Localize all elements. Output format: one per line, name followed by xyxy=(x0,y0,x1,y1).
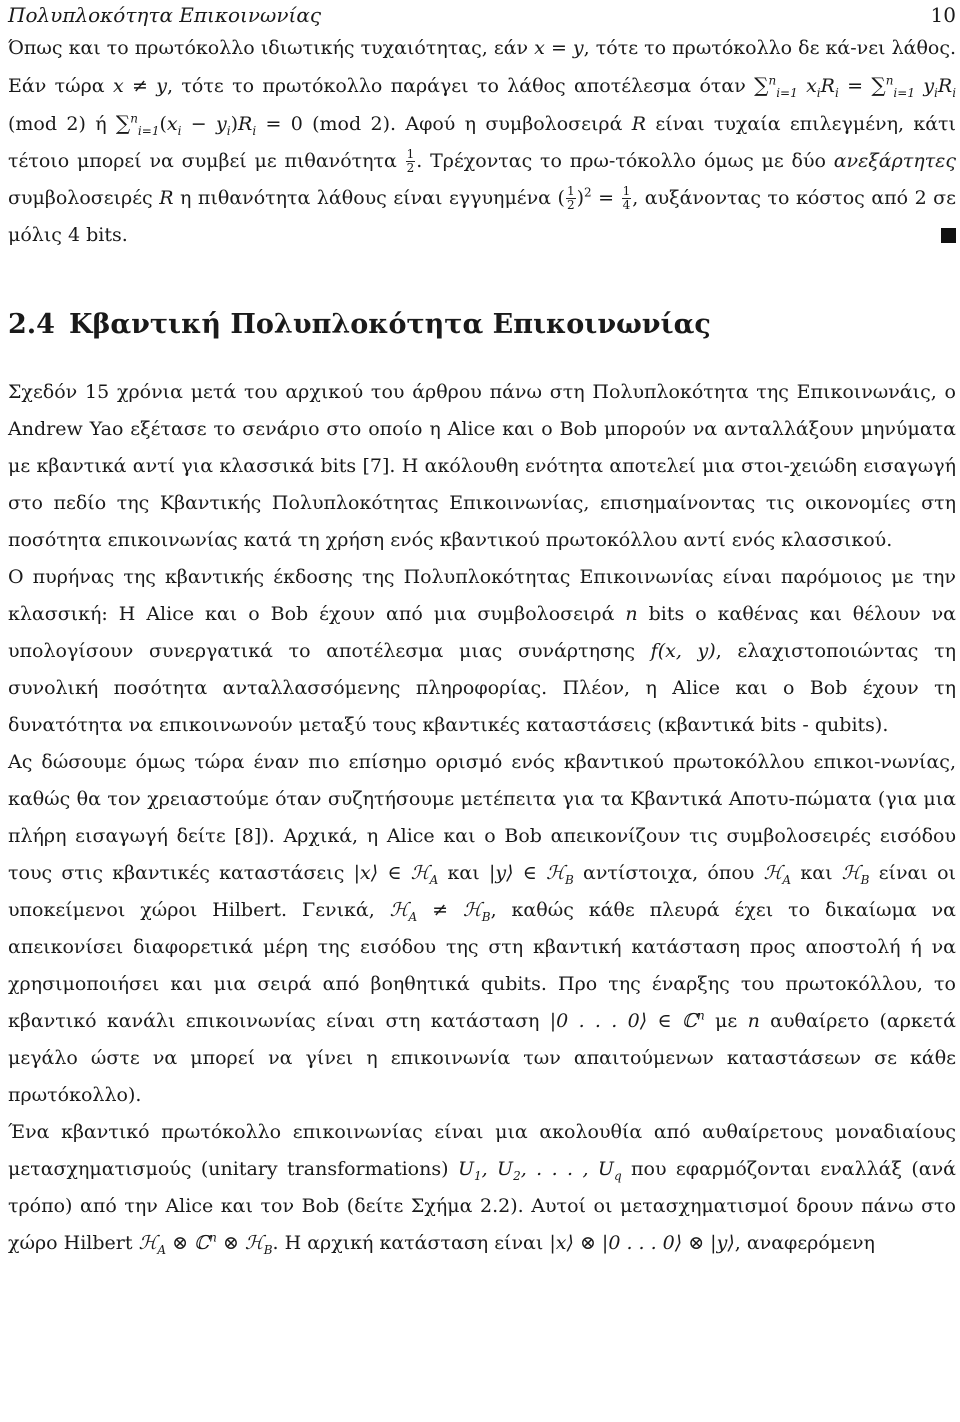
fraction-one-half: $\frac{1}{2}$ xyxy=(406,147,415,176)
math-unitaries: $U_1$, $U_2$, . . . , $U_q$ xyxy=(457,1158,622,1183)
figure-ref-link[interactable]: 2.2 xyxy=(480,1195,511,1217)
math-ket-x: |x⟩ ∈ ℋ xyxy=(353,862,430,884)
paragraph-4: Ας δώσουμε όμως τώρα έναν πιο επίσημο ορισμό ενός κβαντικού πρωτοκόλλου επικοι-νωνίας, καθώς θα τον χρειαστούμε όταν συζητήσουμε μετέπειτα για τα Κβαντικά Αποτυ-πώματα (για μια πλήρη εισαγωγή δείτε [8]). Αρχικά, η Alice και ο Bob απεικονίζουν τις συμβολοσειρές εισόδου τους στις κβαντικές καταστάσεις |x⟩ ∈ ℋ$_A$ και |y⟩ ∈ ℋ$_B$ αντίστοιχα, όπου ℋ$_A$ και ℋ$_B$ είναι οι υποκείμενοι χώροι Hilbert. Γενικά, ℋ$_A$ ≠ ℋ$_B$, καθώς κάθε πλευρά έχει το δικαίωμα να απεικονίσει διαφορετικά μέρη της εισόδου της στη κβαντική κατάσταση προς αποστολή ή να χρησιμοποιήσει και μια σειρά από βοηθητικά qubits. Προ της έναρξης του πρωτοκόλλου, το κβαντικό κανάλι επικοινωνίας είναι στη κατάσταση |0 . . . 0⟩ ∈ ℂ$^n$ με n αυθαίρετο (αρκετά μεγάλο ώστε να μπορεί να γίνει η επικοινωνία των απαιτούμενων καταστάσεων σε κάθε πρωτόκολλο). xyxy=(8,751,957,1106)
math-x-neq-y: x ≠ y xyxy=(112,75,168,97)
running-header xyxy=(8,2,956,30)
document-page xyxy=(8,0,956,1262)
math-hilbert-space: ℋ$_A$ ⊗ ℂ$^n$ ⊗ ℋ$_B$ xyxy=(138,1230,273,1257)
page-number: 10 xyxy=(930,3,956,27)
header-title: Πολυπλοκότητα Επικοινωνίας xyxy=(8,3,322,27)
section-heading xyxy=(8,308,956,342)
paragraph-3: Ο πυρήνας της κβαντικής έκδοσης της Πολυπλοκότητας Επικοινωνίας είναι παρόμοιος με την κλασσική: Η Alice και ο Bob έχουν από μια συμβολοσειρά n bits ο καθένας και θέλουν να υπολογίσουν συνεργατικά το αποτέλεσμα μιας συνάρτησης f(x, y), ελαχιστοποιώντας τη συνολική ποσότητα ανταλλασσόμενης πληροφορίας. Πλέον, η Alice και ο Bob έχουν τη δυνατότητα να επικοινωνούν μεταξύ τους κβαντικές καταστάσεις (κβαντικά bits - qubits). xyxy=(8,566,957,736)
math-sum-equation: ∑$^n_{i=1}$ $x_iR_i = \sum^n_{i=1}$ $y_iR_i$ (mod 2) xyxy=(8,73,957,135)
paragraph-5: Ένα κβαντικό πρωτόκολλο επικοινωνίας είναι μια ακολουθία από αυθαίρετους μοναδιαίους μετασχηματισμούς (unitary transformations) $U_1$, $U_2$, . . . , $U_q$ που εφαρμόζονται εναλλάξ (ανά τρόπο) από την Alice και τον Bob (δείτε Σχήμα 2.2). Αυτοί οι μετασχηματισμοί δρουν πάνω στο χώρο Hilbert ℋ$_A$ ⊗ ℂ$^n$ ⊗ ℋ$_B$. Η αρχική κατάσταση είναι |x⟩ ⊗ |0 . . . 0⟩ ⊗ |y⟩, αναφερόμενη xyxy=(8,1121,956,1257)
math-function-f: f(x, y) xyxy=(650,640,716,662)
qed-square-icon xyxy=(941,228,956,243)
math-x-eq-y: x = y xyxy=(534,37,584,59)
citation-link-7[interactable]: [7] xyxy=(362,455,390,477)
math-zero-state: |0 . . . 0⟩ ∈ ℂ xyxy=(549,1010,697,1032)
paragraph-1: Όπως και το πρωτόκολλο ιδιωτικής τυχαιότητας, εάν x = y, τότε το πρωτόκολλο δε κά-νει λάθος. Εάν τώρα x ≠ y, τότε το πρωτόκολλο παράγει το λάθος αποτέλεσμα όταν ∑$^n_{i=1}$ $x_iR_i = \sum^n_{i=1}$ $y_iR_i$ (mod 2) ή $\sum^n_{i=1}(x_i - y_i)R_i = 0$ (mod 2). Αφού η συμβολοσειρά R είναι τυχαία επιλεγμένη, κάτι τέτοιο μπορεί να συμβεί με πιθανότητα $\frac{1}{2}$ . Τρέχοντας το πρω-τόκολλο όμως με δύο ανεξάρτητες συμβολοσειρές R η πιθανότητα λάθους είναι εγγυημένα ( $\frac{1}{2}$ )$^2$ = $\frac{1}{4}$ , αυξάνοντας το κόστος από 2 σε μόλις 4 bits. xyxy=(8,37,957,246)
section-title: Κβαντική Πολυπλοκότητα Επικοινωνίας xyxy=(68,309,711,340)
citation-link-8[interactable]: [8] xyxy=(234,825,262,847)
fraction-one-quarter: $\frac{1}{4}$ xyxy=(622,184,631,213)
math-ket-y: |y⟩ ∈ ℋ xyxy=(488,862,565,884)
fraction-one-half-squared: $\frac{1}{2}$ xyxy=(566,184,575,213)
section-number: 2.4 xyxy=(8,309,55,340)
math-sum-equation-2: $\sum^n_{i=1}(x_i - y_i)R_i = 0$ (mod 2) xyxy=(115,111,390,138)
paragraph-2: Σχεδόν 15 χρόνια μετά του αρχικού του άρθρου πάνω στη Πολυπλοκότητα της Επικοινωνάις, ο Andrew Yao εξέτασε το σενάριο στο οποίο η Alice και ο Bob μπορούν να ανταλλάξουν μηνύματα με κβαντικά αντί για κλασσικά bits [7]. Η ακόλουθη ενότητα αποτελεί μια στοι-χειώδη εισαγωγή στο πεδίο της Κβαντικής Πολυπλοκότητας Επικοινωνίας, επισημαίνοντας τις οικονομίες στη ποσότητα επικοινωνίας κατά τη χρήση ενός κβαντικού πρωτοκόλλου αντί ενός κλασσικού. xyxy=(8,381,956,551)
math-initial-state: |x⟩ ⊗ |0 . . . 0⟩ ⊗ |y⟩ xyxy=(549,1232,735,1254)
